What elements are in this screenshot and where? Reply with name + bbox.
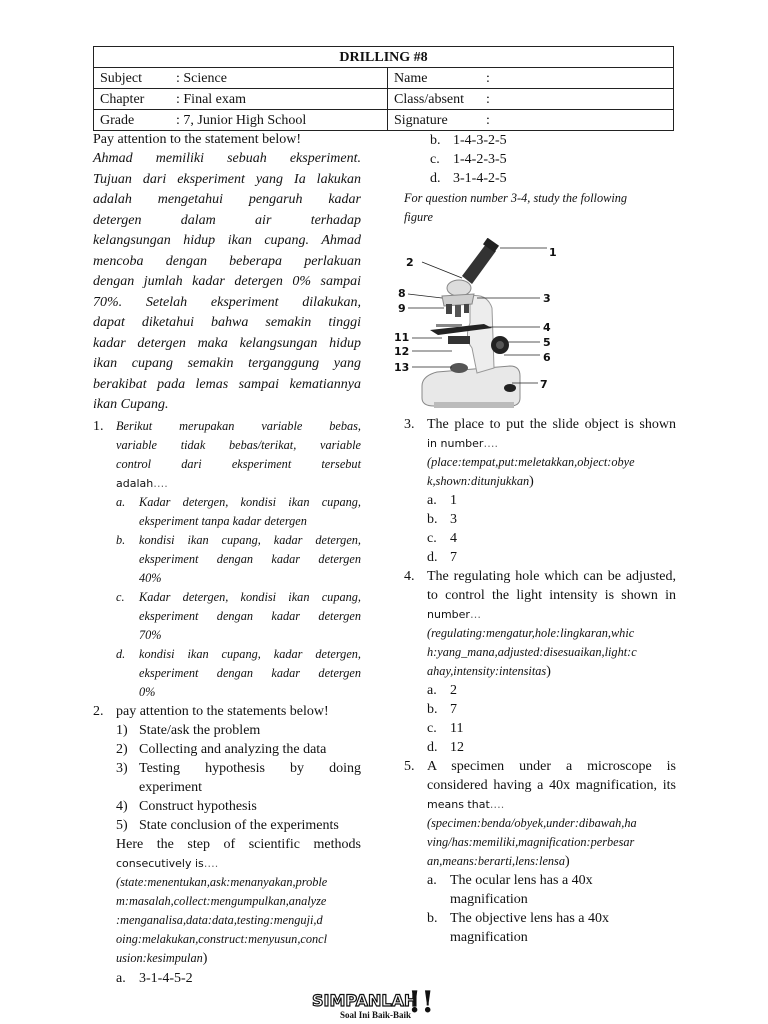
stage-clip: [436, 324, 462, 327]
question-3: [404, 415, 676, 567]
q2-step-5: 5) State conclusion of the experiments: [116, 817, 339, 833]
gloss-line: an,means:berarti,lens:lensa): [427, 854, 570, 869]
objective-lens: [464, 304, 469, 313]
base-foot: [434, 402, 514, 408]
gloss-line: (state:menentukan,ask:menanyakan,proble: [116, 874, 328, 889]
light-source: [450, 363, 468, 373]
q3-option-d[interactable]: d. 7: [427, 550, 457, 565]
name-field[interactable]: :: [486, 70, 490, 86]
class-absent-label: Class/absent: [394, 91, 464, 107]
q3-option-a[interactable]: a. 1: [427, 493, 457, 508]
light-switch: [504, 384, 516, 392]
intro-instruction: Pay attention to the statement below!: [93, 132, 302, 147]
q2-option-c[interactable]: c. 1-4-2-3-5: [430, 152, 507, 167]
figure-label: 13: [394, 361, 410, 374]
story-line: mencoba dengan beberapa perlakuan: [93, 253, 361, 269]
question-5-line: considered having a 40x magnification, its: [427, 778, 676, 793]
gloss-line: :menganalisa,data:data,testing:menguji,d: [116, 912, 323, 927]
left-column: [93, 131, 361, 988]
q5-option-b[interactable]: b. The objective lens has a 40x magnification: [427, 911, 610, 945]
figure-label: 4: [543, 321, 551, 334]
question-2-ask-last: consecutively is….: [116, 856, 219, 870]
objective-lens: [455, 305, 461, 317]
simpanlah-logo: [310, 982, 440, 1024]
right-column: [404, 131, 676, 227]
story-line: Tujuan dari eksperiment yang Ia lakukan: [93, 171, 361, 187]
logo-tagline: Soal Ini Baik-Baik: [340, 1010, 412, 1020]
microscope-diagram: [392, 238, 562, 413]
story-line: dapat diketahui bahwa semakin tinggi: [93, 315, 361, 330]
header-row-grade: [94, 110, 674, 131]
question-4-line: to control the light intensity is shown in: [427, 588, 676, 603]
question-3-last: in number….: [427, 437, 498, 450]
microscope-head: [447, 280, 471, 296]
q5-option-a[interactable]: a. The ocular lens has a 40x magnification: [427, 873, 593, 907]
figure-label: 3: [543, 292, 551, 305]
logo-exclamation: !!: [408, 985, 435, 1020]
q4-option-b[interactable]: b. 7: [427, 702, 457, 717]
gloss-line: k,shown:ditunjukkan): [427, 474, 534, 489]
story-passage: [93, 149, 361, 416]
question-1-line: variable tidak bebas/terikat, variable: [116, 437, 361, 452]
question-4-line: The regulating hole which can be adjusted,: [427, 569, 676, 584]
gloss-line: oing:melakukan,construct:menyusun,concl: [116, 931, 328, 946]
right-column-lower: [404, 415, 676, 947]
figure-label: 11: [394, 331, 410, 344]
question-1-line: Berikut merupakan variable bebas,: [116, 418, 361, 433]
q1-option-a[interactable]: a. Kadar detergen, kondisi ikan cupang, eksperiment tanpa kadar detergen: [116, 494, 361, 528]
worksheet-title: DRILLING #8: [94, 47, 674, 68]
q2-options-continued: [404, 131, 676, 188]
gloss-line: (specimen:benda/obyek,under:dibawah,ha: [427, 816, 637, 830]
figure-label: 5: [543, 336, 551, 349]
logo-graphic: [310, 982, 440, 1024]
question-2: [93, 702, 361, 988]
question-4: [404, 567, 676, 757]
q3-option-b[interactable]: b. 3: [427, 512, 457, 527]
chapter-label: Chapter: [100, 91, 145, 107]
figure-label: 1: [549, 246, 557, 259]
question-number: 3.: [404, 417, 415, 432]
question-number: 2.: [93, 703, 104, 719]
signature-label: Signature: [394, 112, 448, 128]
question-3-line: The place to put the slide object is shown: [427, 417, 676, 432]
microscope-figure: [392, 238, 562, 413]
class-absent-field[interactable]: :: [486, 91, 490, 107]
story-line: Ahmad memiliki sebuah eksperiment.: [93, 151, 361, 166]
figure-label: 8: [398, 287, 406, 300]
story-line: kelangsungan hidup ikan cupang. Ahmad: [93, 233, 361, 248]
question-1: [93, 417, 361, 702]
figure-label: 7: [540, 378, 548, 391]
grade-value: : 7, Junior High School: [176, 112, 307, 128]
q1-option-c[interactable]: c. Kadar detergen, kondisi ikan cupang, eksperiment dengan kadar detergen 70%: [116, 589, 361, 642]
q1-option-b[interactable]: b. kondisi ikan cupang, kadar detergen, eksperiment dengan kadar detergen 40%: [116, 532, 361, 585]
header-row-subject: [94, 68, 674, 89]
q4-option-a[interactable]: a. 2: [427, 683, 457, 698]
figure-label: 9: [398, 302, 406, 315]
subject-value: : Science: [176, 70, 227, 86]
q2-option-a[interactable]: a. 3-1-4-5-2: [116, 970, 193, 986]
gloss-line: h:yang_mana,adjusted:disesuaikan,light:c: [427, 645, 637, 659]
story-line: ikan Cupang.: [93, 397, 169, 412]
signature-field[interactable]: :: [486, 112, 490, 128]
diaphragm: [448, 336, 470, 344]
question-5: [404, 757, 676, 947]
subject-label: Subject: [100, 70, 142, 86]
gloss-line: ahay,intensity:intensitas): [427, 664, 551, 679]
fine-focus-knob: [496, 341, 504, 349]
q3-option-c[interactable]: c. 4: [427, 531, 457, 546]
q2-step-2: 2) Collecting and analyzing the data: [116, 741, 327, 757]
story-line: 70%. Setelah eksperiment dilakukan,: [93, 294, 361, 310]
figure-label: 6: [543, 351, 551, 364]
story-line: dengan jumlah kadar detergen 0% sampai: [93, 274, 361, 289]
question-1-line: control dari eksperiment tersebut: [116, 456, 361, 471]
question-2-ask: Here the step of scientific methods: [116, 836, 361, 852]
q4-option-c[interactable]: c. 11: [427, 721, 464, 736]
story-line: kadar detergen maka kelangsungan hidup: [93, 335, 361, 351]
question-number: 5.: [404, 759, 415, 774]
figure-caption: For question number 3-4, study the following figure: [404, 191, 628, 224]
q2-step-1: 1) State/ask the problem: [116, 722, 261, 738]
microscope-arm: [467, 296, 494, 374]
header-row-chapter: [94, 89, 674, 110]
chapter-value: : Final exam: [176, 91, 246, 107]
header-table: [93, 46, 674, 131]
q2-step-3: 3) Testing hypothesis by doing experiment: [116, 760, 361, 795]
gloss-line: usion:kesimpulan): [116, 950, 208, 966]
question-5-line: A specimen under a microscope is: [427, 759, 676, 774]
gloss-line: (place:tempat,put:meletakkan,object:obye: [427, 455, 635, 469]
question-number: 1.: [93, 418, 104, 434]
question-number: 4.: [404, 569, 415, 584]
logo-wordmark: SIMPANLAH: [312, 991, 418, 1010]
figure-label: 12: [394, 345, 410, 358]
grade-label: Grade: [100, 112, 135, 128]
gloss-line: (regulating:mengatur,hole:lingkaran,whic: [427, 626, 635, 640]
eyepiece-tube: [462, 244, 496, 284]
q2-step-4: 4) Construct hypothesis: [116, 798, 257, 814]
story-line: berakibat pada lemas sampai kematiannya: [93, 376, 361, 392]
objective-lens: [446, 304, 452, 314]
figure-label: 2: [406, 256, 414, 269]
question-1-last: adalah….: [116, 476, 168, 490]
gloss-line: ving/has:memiliki,magnification:perbesar: [427, 835, 635, 849]
q1-option-d[interactable]: d. kondisi ikan cupang, kadar detergen, eksperiment dengan kadar detergen 0%: [116, 646, 361, 699]
q2-option-d[interactable]: d. 3-1-4-2-5: [430, 171, 507, 186]
question-4-last: number…: [427, 608, 481, 621]
q4-option-d[interactable]: d. 12: [427, 740, 464, 755]
story-line: ikan cupang semakin terganggung yang: [93, 356, 361, 371]
question-2-text: pay attention to the statements below!: [116, 703, 329, 719]
gloss-line: m:masalah,collect:mengumpulkan,analyze: [116, 893, 327, 908]
story-line: detergen dalam air terhadap: [93, 212, 361, 228]
question-5-last: means that….: [427, 798, 505, 811]
q2-option-b[interactable]: b. 1-4-3-2-5: [430, 133, 507, 148]
name-label: Name: [394, 70, 428, 86]
story-line: adalah mengetahui pengaruh kadar: [93, 192, 361, 207]
